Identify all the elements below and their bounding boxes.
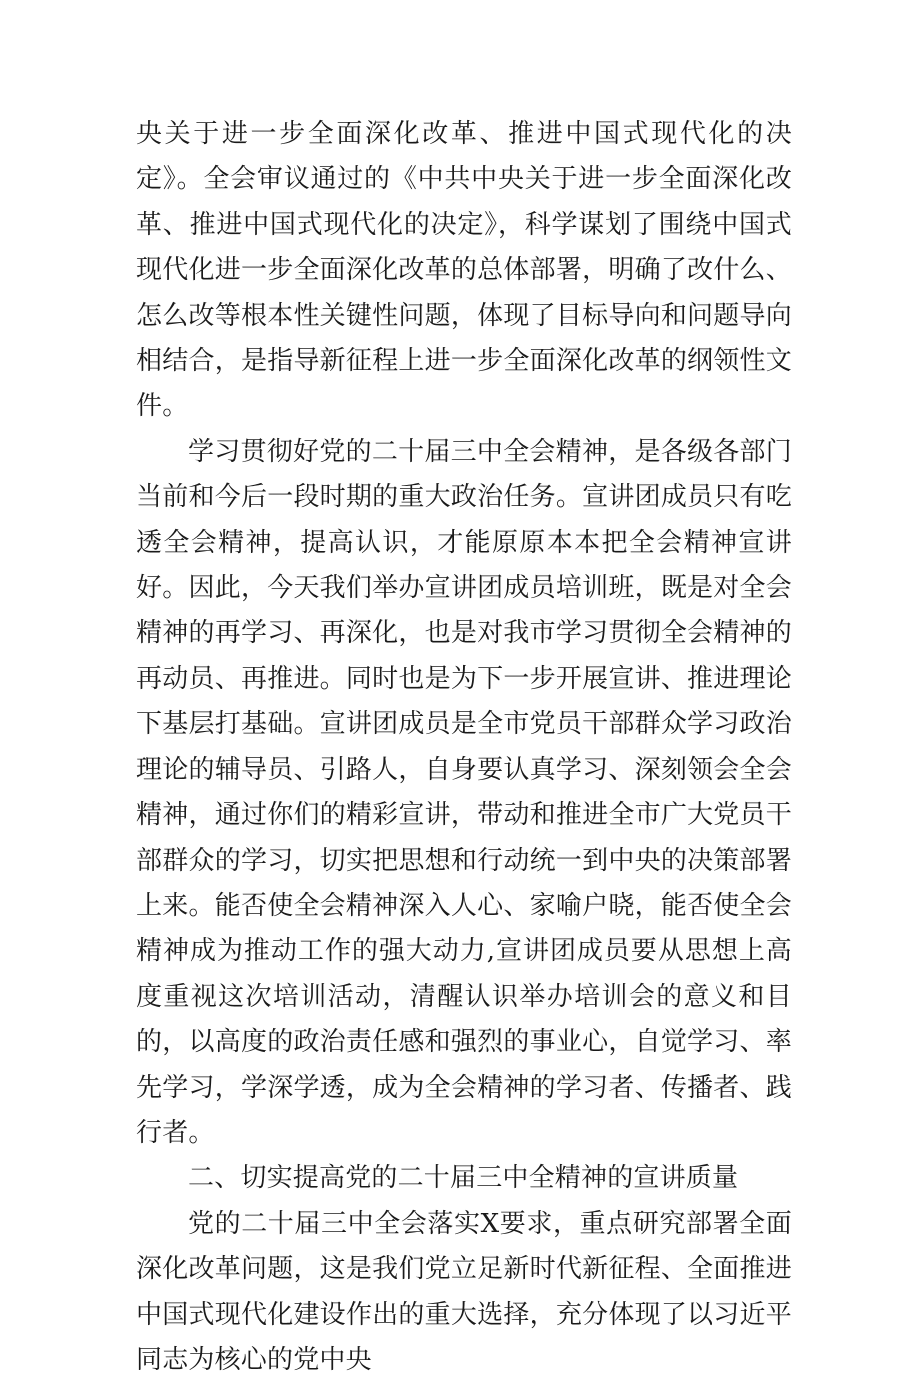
section-heading-2: 二、切实提高党的二十届三中全精神的宣讲质量 [188,1163,739,1194]
paragraph-study-spirit: 学习贯彻好党的二十届三中全会精神，是各级各部门当前和今后一段时期的重大政治任务。宣讲团成员只有吃透全会精神，提高认识，才能原原本本把全会精神宣讲好。因此，今天我们举办宣讲团成员培训班，既是对全会精神的再学习、再深化，也是对我市学习贯彻全会精神的再动员、再推进。同时也是为下一步开展宣讲、推进理论下基层打基础。宣讲团成员是全市党员干部群众学习政治理论的辅导员、引路人，自身要认真学习、深刻领会全会精神，通过你们的精彩宣讲，带动和推进全市广大党员干部群众的学习，切实把思想和行动统一到中央的决策部署上来。能否使全会精神深入人心、家喻户晓，能否使全会精神成为推动工作的强大动力,宣讲团成员要从思想上高度重视这次培训活动，清醒认识举办培训会的意义和目的，以高度的政治责任感和强烈的事业心，自觉学习、率先学习，学深学透，成为全会精神的学习者、传播者、践行者。 [136,436,792,1148]
paragraph-continuation: 央关于进一步全面深化改革、推进中国式现代化的决定》。全会审议通过的《中共中央关于进一步全面深化改革、推进中国式现代化的决定》，科学谋划了围绕中国式现代化进一步全面深化改革的总体部署，明确了改什么、怎么改等根本性关键性问题，体现了目标导向和问题导向相结合，是指导新征程上进一步全面深化改革的纲领性文件。 [136,119,792,422]
paragraph-reform-focus: 党的二十届三中全会落实X要求，重点研究部署全面深化改革问题，这是我们党立足新时代新征程、全面推进中国式现代化建设作出的重大选择，充分体现了以习近平同志为核心的党中央 [136,1208,792,1375]
document-body [136,112,792,1383]
